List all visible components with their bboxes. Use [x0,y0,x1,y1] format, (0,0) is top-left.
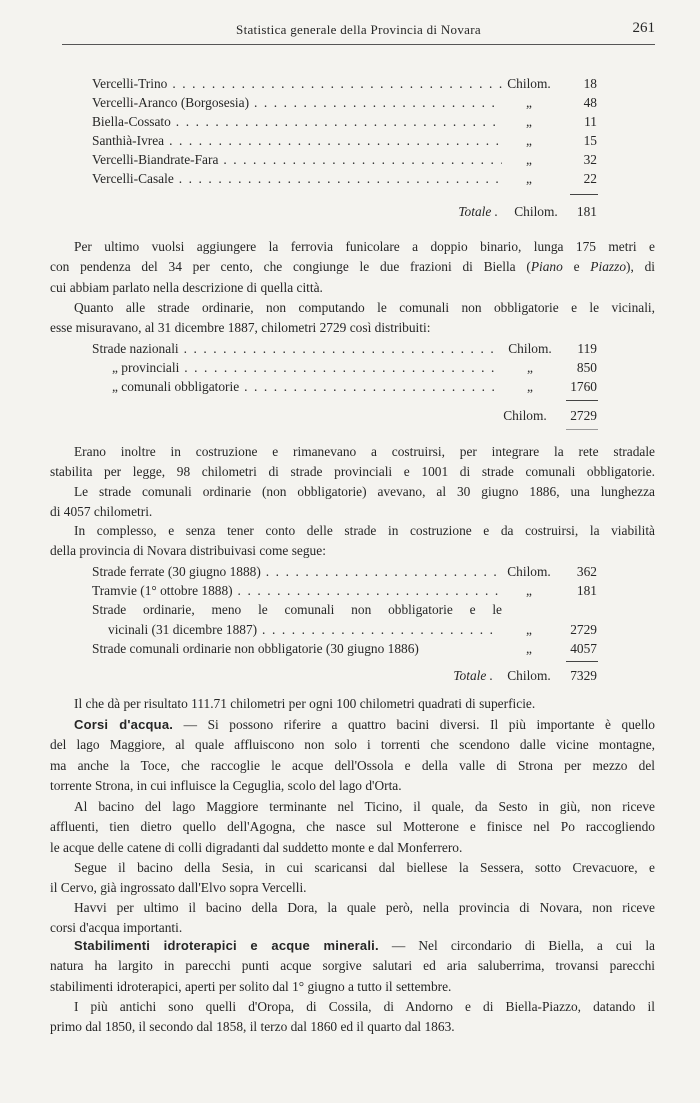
text-line: Il che dà per risultato 111.71 chilometri per ogni 100 chilometri quadrati di superficie. [74,696,536,711]
row-label: vicinali (31 dicembre 1887) . . . [108,621,498,639]
row-unit: „ [527,360,533,375]
sum-rule [566,661,598,662]
row-value: 2729 [570,622,597,637]
total-value: 181 [576,204,597,219]
text-line: con pendenza del 34 per cento, che congiunge le due frazioni di Biella (Piano e Piazzo), di [50,259,655,275]
total-row [0,203,700,221]
row-label: Vercelli-Casale . . . [92,170,502,188]
text-line: Erano inoltre in costruzione e rimanevano a costruirsi, per integrare la rete stradale [74,444,655,459]
row-unit: „ [527,379,533,394]
row-label: „ comunali obbligatorie . . . [112,378,500,396]
sum-rule [566,429,598,430]
text-line: Per ultimo vuolsi aggiungere la ferrovia funicolare a doppio binario, lunga 175 metri e [74,239,655,254]
paragraph [50,298,655,339]
row-unit: Chilom. [508,341,552,356]
table-row [0,113,700,131]
text-run: — Nel circondario di Biella, a cui la [378,938,655,953]
row-unit: „ [526,583,532,598]
total-unit: Chilom. [503,408,547,423]
row-label: Vercelli-Biandrate-Fara . . . [92,151,502,169]
row-value: 22 [583,171,597,186]
row-value: 48 [583,95,597,110]
text-line: corsi d'acqua importanti. [50,920,183,936]
total-row [0,407,700,425]
table-row [0,359,700,377]
running-title: Statistica generale della Provincia di Novara [236,22,481,37]
table-row [0,378,700,396]
table-row [0,563,700,581]
paragraph [50,898,655,939]
text-line: primo dal 1850, il secondo dal 1858, il terzo dal 1860 ed il quarto dal 1863. [50,1019,455,1035]
text-line: il Cervo, già ingrossato dall'Elvo sopra Vercelli. [50,880,307,896]
text-line: affluenti, tien dietro quello dell'Agogna, che nasce sul Motterone e finisce nel Po raccogliendo [50,819,655,835]
section-stabilimenti [50,936,655,997]
table-row [0,621,700,639]
text-line: Segue il bacino della Sesia, in cui scaricansi dal biellese la Sessera, sotto Crevacuore, e [74,860,655,875]
paragraph [50,442,655,483]
text-line: del lago Maggiore, al quale affluiscono non solo i torrenti che scendono dalle vicine montagne, [50,737,655,753]
text-line: stabilita per legge, 98 chilometri di strade provinciali e 1001 di strade comunali obbligatorie. [50,464,655,480]
text-line: cui abbiam parlato nella descrizione di quella città. [50,279,323,295]
row-unit: „ [526,152,532,167]
text-run: — Si possono riferire a quattro bacini diversi. Il più importante è quello [173,717,655,732]
row-unit: „ [526,95,532,110]
sum-rule [570,194,598,195]
row-value: 15 [583,133,597,148]
row-unit: „ [526,641,532,656]
page-number: 261 [632,20,655,36]
table-row [0,151,700,169]
total-row [0,667,700,685]
table-row [0,340,700,358]
total-unit: Chilom. [514,204,558,219]
section-heading: Corsi d'acqua. [74,717,174,732]
total-unit: Chilom. [507,668,551,683]
row-unit: „ [526,114,532,129]
section-corsi-acqua [50,715,655,797]
paragraph [50,797,655,858]
row-label: Biella-Cossato . . . [92,113,502,131]
row-label: Strade nazionali . . . [92,340,500,358]
text-line [50,715,655,735]
row-label: Strade ordinarie, meno le comunali non obbligatorie e le [92,602,502,617]
text-line: le acque delle catene di colli digradanti dal suddetto monte e dal Monferrero. [50,839,463,855]
text-line: Le strade comunali ordinarie (non obbligatorie) avevano, al 30 giugno 1886, una lunghezza [74,484,655,499]
text-line: natura ha largito in parecchi punti acque sorgive salutari ed aria saluberrima, trovansi parecchi [50,958,655,974]
row-value: 119 [577,341,597,356]
section-heading: Stabilimenti idroterapici e acque minerali. [74,938,379,953]
text-line [50,936,655,956]
text-line: esse misuravano, al 31 dicembre 1887, chilometri 2729 così distribuiti: [50,320,431,336]
table-row [0,132,700,150]
table-row [0,640,700,658]
row-label: „ provinciali . . . [112,359,500,377]
row-label: Vercelli-Aranco (Borgosesia) . . . [92,94,502,112]
row-value: 850 [576,360,597,375]
paragraph [50,858,655,899]
table-row [0,601,700,619]
paragraph [50,694,655,714]
text-line: di 4057 chilometri. [50,504,153,520]
text-line: Al bacino del lago Maggiore terminante nel Ticino, il quale, da Sesto in giù, non riceve [74,799,655,814]
total-value: 7329 [570,668,597,683]
table-row [0,170,700,188]
row-value: 32 [583,152,597,167]
total-value: 2729 [570,408,597,423]
row-unit: Chilom. [507,564,551,579]
row-label: Strade ferrate (30 giugno 1888) . . . [92,563,498,581]
row-value: 11 [584,114,597,129]
paragraph [50,521,655,562]
text-line: Quanto alle strade ordinarie, non computando le comunali non obbligatorie e le vicinali, [74,300,655,315]
row-unit: „ [526,622,532,637]
text-line: In complesso, e senza tener conto delle strade in costruzione e da costruirsi, la viabilità [74,523,655,538]
row-value: 4057 [570,641,597,656]
text-line: stabilimenti idroterapici, aperti per solito dal 1° giugno a tutto il settembre. [50,978,452,994]
row-label: Santhià-Ivrea . . . [92,132,502,150]
table-row [0,582,700,600]
text-line: Havvi per ultimo il bacino della Dora, la quale però, nella provincia di Novara, non riceve [74,900,655,915]
row-unit: „ [526,171,532,186]
paragraph [50,482,655,523]
paragraph [50,997,655,1038]
text-line: I più antichi sono quelli d'Oropa, di Cossila, di Andorno e di Biella-Piazzo, datando il [74,999,655,1014]
text-line: torrente Strona, in cui influisce la Ceguglia, scolo del lago d'Orta. [50,778,402,794]
row-label: Vercelli-Trino . . . [92,75,502,93]
row-value: 181 [576,583,597,598]
row-unit: „ [526,133,532,148]
row-unit: Chilom. [507,76,551,91]
row-value: 18 [583,76,597,91]
text-line: ma anche la Toce, che raccoglie le acque dell'Ossola e della valle di Strona per mezzo del [50,757,655,773]
row-value: 1760 [570,379,597,394]
paragraph [50,237,655,298]
sum-rule [566,400,598,401]
text-line: della provincia di Novara distribuivasi come segue: [50,543,326,559]
table-row [0,94,700,112]
row-value: 362 [576,564,597,579]
page-header [62,16,655,45]
table-row [0,75,700,93]
total-label: Totale . [453,668,493,683]
total-label: Totale . [458,204,498,219]
row-label: Strade comunali ordinarie non obbligatorie (30 giugno 1886) [92,641,419,656]
row-label: Tramvie (1° ottobre 1888) . . . [92,582,498,600]
